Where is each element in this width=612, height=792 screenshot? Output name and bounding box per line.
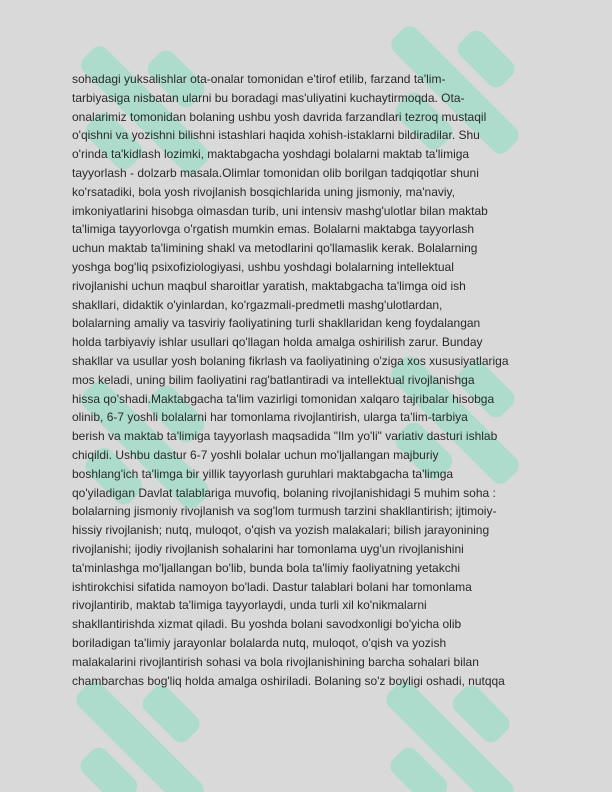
text-line: chambarchas bog'liq holda amalga oshiriladi. Bolaning so'z boyligi oshadi, nutqqa	[72, 673, 505, 688]
text-line: onalarimiz tomonidan bolaning ushbu yosh davrida farzandlari tezroq mustaqil	[72, 109, 487, 124]
text-line: o'rinda ta'kidlash lozimki, maktabgacha yoshdagi bolalarni maktab ta'limiga	[72, 147, 470, 162]
text-line: qo'yiladigan Davlat talablariga muvofiq, bolaning rivojlanishidagi 5 muhim soha :	[72, 485, 496, 500]
text-line: tarbiyasiga nisbatan ularni bu boradagi mas'uliyatini kuchaytirmoqda. Ota-	[72, 90, 465, 105]
text-line: hissa qo'shadi.Maktabgacha ta'lim vazirligi tomonidan xalqaro tajribalar hisobga	[72, 391, 495, 406]
text-line: chiqildi. Ushbu dastur 6-7 yoshli bolalar uchun mo'ljallangan majburiy	[72, 447, 439, 462]
text-line: rivojlantirib, maktab ta'limiga tayyorlaydi, unda turli xil ko'nikmalarni	[72, 598, 427, 613]
text-line: ishtirokchisi sifatida namoyon bo'ladi. Dastur talablari bolani har tomonlama	[72, 579, 472, 594]
text-line: bolalarning amaliy va tasviriy faoliyatining turli shakllaridan keng foydalangan	[72, 316, 481, 331]
text-line: tayyorlash - dolzarb masala.Olimlar tomonidan olib borilgan tadqiqotlar shuni	[72, 165, 479, 180]
text-line: uchun maktab ta'limining shakl va metodlarini qo'llamaslik kerak. Bolalarning	[72, 241, 478, 256]
text-line: bolalarning jismoniy rivojlanish va sog'lom turmush tarzini shakllantirish; ijtimoiy-	[72, 504, 497, 519]
text-line: berish va maktab ta'limiga tayyorlash maqsadida "Ilm yo'li" variativ dasturi ishlab	[72, 429, 498, 444]
text-line: rivojlanishi; ijodiy rivojlanish sohalarini har tomonlama uyg'un rivojlanishini	[72, 541, 464, 556]
text-line: shakllantirishda xizmat qiladi. Bu yoshda bolani savodxonligi bo'yicha olib	[72, 617, 462, 632]
text-line: boshlang'ich ta'limga bir yillik tayyorlash guruhlari maktabgacha ta'limga	[72, 466, 454, 481]
text-line: shakllari, didaktik o'yinlardan, ko'rgazmali-predmetli mashg'ulotlardan,	[72, 297, 443, 312]
text-line: ta'limiga tayyorlovga o'rgatish mumkin emas. Bolalarni maktabga tayyorlash	[72, 222, 475, 237]
text-line: o'qishni va yozishni bilishni istashlari haqida xohish-istaklarni bildiradilar. Shu	[72, 128, 480, 143]
text-line: imkoniyatlarini hisobga olmasdan turib, uni intensiv mashg'ulotlar bilan maktab	[72, 203, 488, 218]
document-body	[72, 70, 542, 690]
text-line: boriladigan ta'limiy jarayonlar bolalarda nutq, muloqot, o'qish va yozish	[72, 635, 447, 650]
text-line: ko'rsatadiki, bola yosh rivojlanish bosqichlarida uning jismoniy, ma'naviy,	[72, 184, 455, 199]
text-line: hissiy rivojlanish; nutq, muloqot, o'qish va yozish malakalari; bilish jarayonining	[72, 523, 490, 538]
text-line: sohadagi yuksalishlar ota-onalar tomonidan e'tirof etilib, farzand ta'lim-	[72, 72, 446, 86]
text-line: holda tarbiyaviy ishlar usullari qo'llagan holda amalga oshirilish zarur. Bunday	[72, 335, 483, 350]
text-line: mos keladi, uning bilim faoliyatini rag'batlantiradi va intellektual rivojlanishga	[72, 372, 475, 387]
text-line: yoshga bog'liq psixofiziologiyasi, ushbu yoshdagi bolalarning intellektual	[72, 259, 454, 274]
text-line: ta'minlashga mo'ljallangan bo'lib, bunda bola ta'limiy faoliyatning yetakchi	[72, 560, 461, 575]
text-line: olinib, 6-7 yoshli bolalarni har tomonlama rivojlantirish, ularga ta'lim-tarbiya	[72, 410, 468, 425]
text-line: shakllar va usullar yosh bolaning fikrlash va faoliyatining o'ziga xos xususiyatlariga	[72, 353, 509, 368]
text-line: rivojlanishi uchun maqbul sharoitlar yaratish, maktabgacha ta'limga oid ish	[72, 278, 466, 293]
text-line: malakalarini rivojlantirish sohasi va bola rivojlanishining barcha sohalari bilan	[72, 654, 479, 669]
